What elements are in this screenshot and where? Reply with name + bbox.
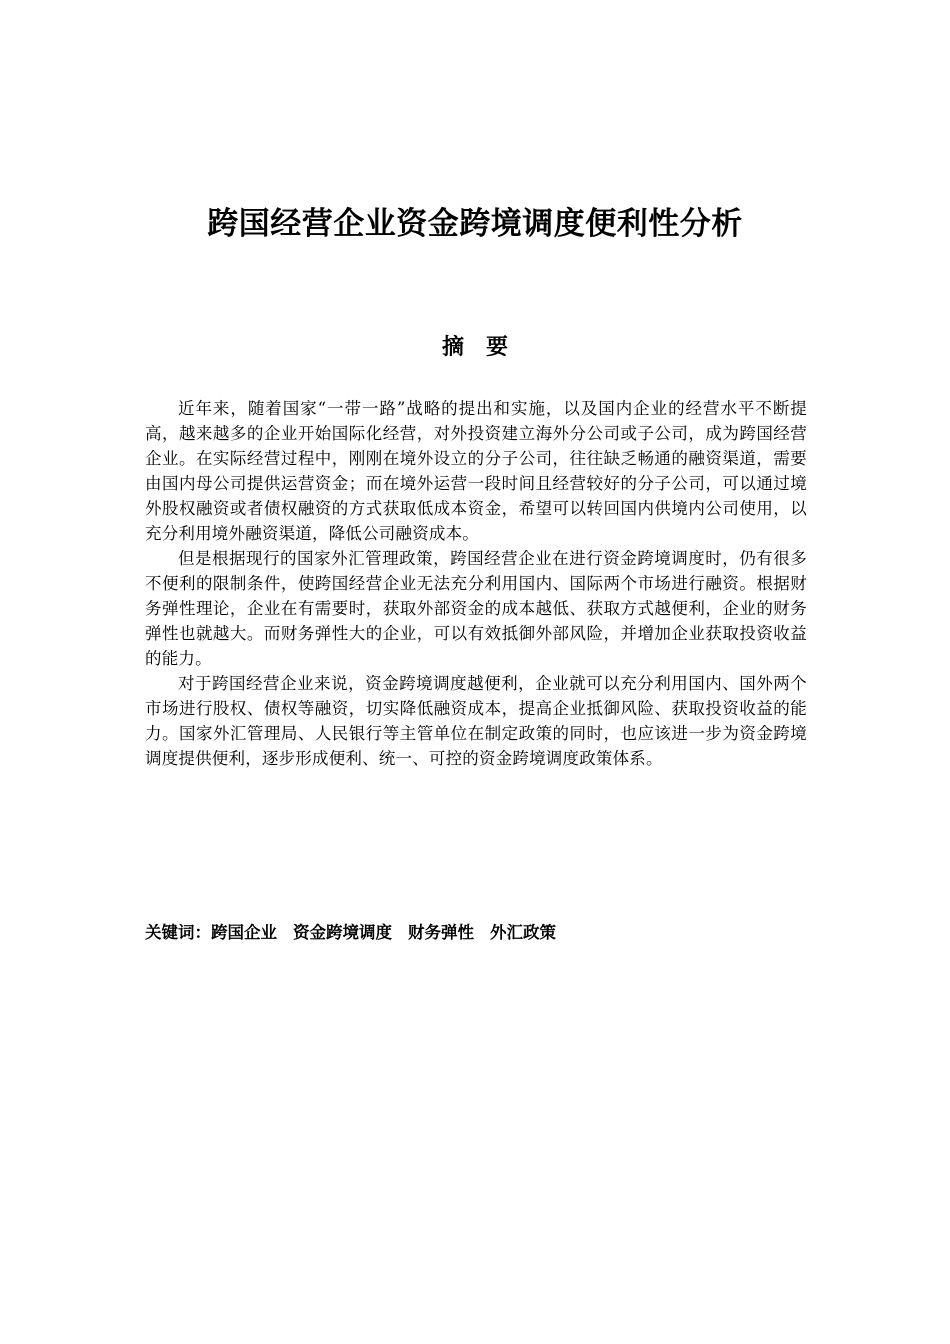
abstract-body [145, 396, 807, 771]
keywords-line [145, 920, 807, 946]
keyword-item: 财务弹性 [408, 923, 474, 942]
abstract-paragraph-1: 近年来，随着国家“一带一路”战略的提出和实施，以及国内企业的经营水平不断提高，越来越多的企业开始国际化经营，对外投资建立海外分公司或子公司，成为跨国经营企业。在实际经营过程中，刚刚在境外设立的分子公司，往往缺乏畅通的融资渠道，需要由国内母公司提供运营资金；而在境外运营一段时间且经营较好的分子公司，可以通过境外股权融资或者债权融资的方式获取低成本资金，希望可以转回国内供境内公司使用，以充分利用境外融资渠道，降低公司融资成本。 [145, 399, 807, 543]
abstract-heading: 摘要 [441, 335, 530, 360]
paper-title: 跨国经营企业资金跨境调度便利性分析 [207, 206, 743, 242]
keyword-item: 跨国企业 [211, 923, 277, 942]
keywords-label: 关键词： [145, 923, 211, 942]
keyword-item: 外汇政策 [490, 923, 556, 942]
abstract-paragraph-3: 对于跨国经营企业来说，资金跨境调度越便利，企业就可以充分利用国内、国外两个市场进行股权、债权等融资，切实降低融资成本，提高企业抵御风险、获取投资收益的能力。国家外汇管理局、人民银行等主管单位在制定政策的同时，也应该进一步为资金跨境调度提供便利，逐步形成便利、统一、可控的资金跨境调度政策体系。 [145, 674, 807, 768]
keyword-item: 资金跨境调度 [293, 923, 392, 942]
abstract-paragraph-2: 但是根据现行的国家外汇管理政策，跨国经营企业在进行资金跨境调度时，仍有很多不便利的限制条件，使跨国经营企业无法充分利用国内、国际两个市场进行融资。根据财务弹性理论，企业在有需要时，获取外部资金的成本越低、获取方式越便利，企业的财务弹性也就越大。而财务弹性大的企业，可以有效抵御外部风险，并增加企业获取投资收益的能力。 [145, 549, 807, 668]
